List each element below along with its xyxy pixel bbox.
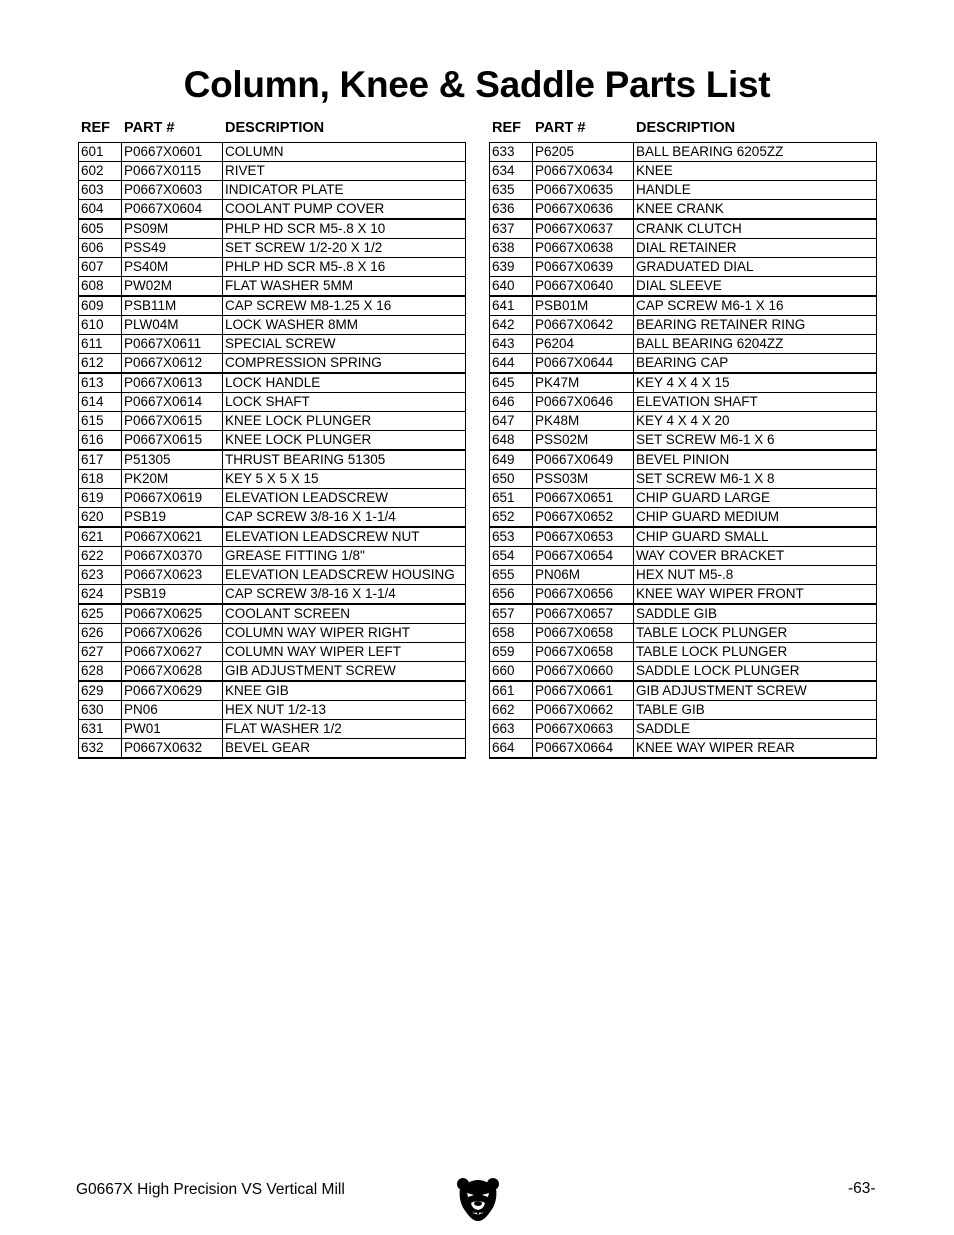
cell-part-number: P0667X0615 (122, 412, 223, 431)
grizzly-bear-logo-icon (456, 1176, 500, 1222)
table-row (79, 162, 466, 181)
table-row (490, 624, 877, 643)
cell-ref: 608 (79, 277, 122, 297)
cell-description: BEVEL PINION (634, 450, 877, 470)
parts-table-left (78, 142, 466, 759)
parts-list-left (78, 118, 466, 759)
table-row (490, 412, 877, 431)
cell-description: DIAL SLEEVE (634, 277, 877, 297)
cell-ref: 640 (490, 277, 533, 297)
cell-ref: 606 (79, 239, 122, 258)
cell-part-number: PSS02M (533, 431, 634, 451)
cell-ref: 626 (79, 624, 122, 643)
table-row (79, 547, 466, 566)
cell-description: KNEE LOCK PLUNGER (223, 412, 466, 431)
table-row (79, 354, 466, 374)
table-row (490, 547, 877, 566)
cell-description: CRANK CLUTCH (634, 219, 877, 239)
cell-description: COLUMN WAY WIPER LEFT (223, 643, 466, 662)
cell-part-number: PN06M (533, 566, 634, 585)
cell-ref: 615 (79, 412, 122, 431)
cell-part-number: PK20M (122, 470, 223, 489)
cell-ref: 655 (490, 566, 533, 585)
cell-description: KNEE LOCK PLUNGER (223, 431, 466, 451)
cell-part-number: PN06 (122, 701, 223, 720)
cell-part-number: P0667X0611 (122, 335, 223, 354)
cell-ref: 642 (490, 316, 533, 335)
cell-ref: 601 (79, 143, 122, 162)
cell-ref: 643 (490, 335, 533, 354)
table-row (490, 277, 877, 297)
table-row (490, 566, 877, 585)
cell-ref: 607 (79, 258, 122, 277)
cell-ref: 612 (79, 354, 122, 374)
cell-description: GIB ADJUSTMENT SCREW (223, 662, 466, 682)
table-row (490, 585, 877, 605)
cell-part-number: P0667X0628 (122, 662, 223, 682)
cell-part-number: PS40M (122, 258, 223, 277)
cell-part-number: P0667X0626 (122, 624, 223, 643)
cell-part-number: P0667X0646 (533, 393, 634, 412)
cell-description: PHLP HD SCR M5-.8 X 10 (223, 219, 466, 239)
table-row (490, 720, 877, 739)
cell-ref: 652 (490, 508, 533, 528)
cell-ref: 630 (79, 701, 122, 720)
cell-part-number: P0667X0612 (122, 354, 223, 374)
cell-description: SADDLE (634, 720, 877, 739)
cell-ref: 637 (490, 219, 533, 239)
cell-description: KEY 4 X 4 X 15 (634, 373, 877, 393)
cell-description: COOLANT SCREEN (223, 604, 466, 624)
cell-part-number: PSB19 (122, 508, 223, 528)
cell-ref: 611 (79, 335, 122, 354)
cell-part-number: PW02M (122, 277, 223, 297)
cell-ref: 663 (490, 720, 533, 739)
table-row (490, 219, 877, 239)
cell-part-number: P0667X0644 (533, 354, 634, 374)
header-description: DESCRIPTION (225, 120, 325, 136)
cell-ref: 602 (79, 162, 122, 181)
cell-ref: 618 (79, 470, 122, 489)
cell-ref: 636 (490, 200, 533, 220)
table-row (79, 566, 466, 585)
cell-description: DIAL RETAINER (634, 239, 877, 258)
cell-description: COMPRESSION SPRING (223, 354, 466, 374)
table-row (490, 162, 877, 181)
cell-description: GRADUATED DIAL (634, 258, 877, 277)
cell-part-number: PSS49 (122, 239, 223, 258)
cell-description: BALL BEARING 6205ZZ (634, 143, 877, 162)
cell-ref: 651 (490, 489, 533, 508)
cell-part-number: PK47M (533, 373, 634, 393)
table-row (490, 739, 877, 759)
cell-part-number: PLW04M (122, 316, 223, 335)
cell-ref: 635 (490, 181, 533, 200)
cell-description: COLUMN (223, 143, 466, 162)
cell-part-number: P0667X0629 (122, 681, 223, 701)
table-row (79, 316, 466, 335)
cell-description: TABLE LOCK PLUNGER (634, 624, 877, 643)
cell-ref: 662 (490, 701, 533, 720)
header-part: PART # (535, 120, 586, 136)
header-part: PART # (124, 120, 175, 136)
cell-description: BEARING CAP (634, 354, 877, 374)
table-row (79, 701, 466, 720)
table-row (79, 739, 466, 759)
table-row (490, 296, 877, 316)
cell-description: CAP SCREW 3/8-16 X 1-1/4 (223, 585, 466, 605)
cell-ref: 622 (79, 547, 122, 566)
cell-description: ELEVATION SHAFT (634, 393, 877, 412)
cell-ref: 654 (490, 547, 533, 566)
cell-description: WAY COVER BRACKET (634, 547, 877, 566)
cell-ref: 633 (490, 143, 533, 162)
cell-ref: 609 (79, 296, 122, 316)
cell-ref: 603 (79, 181, 122, 200)
cell-ref: 648 (490, 431, 533, 451)
table-row (79, 604, 466, 624)
cell-part-number: PW01 (122, 720, 223, 739)
cell-ref: 658 (490, 624, 533, 643)
table-row (490, 239, 877, 258)
cell-description: SADDLE GIB (634, 604, 877, 624)
footer-model-name: G0667X High Precision VS Vertical Mill (76, 1181, 345, 1198)
cell-description: COOLANT PUMP COVER (223, 200, 466, 220)
cell-description: LOCK HANDLE (223, 373, 466, 393)
cell-part-number: PSS03M (533, 470, 634, 489)
cell-description: CAP SCREW M8-1.25 X 16 (223, 296, 466, 316)
table-row (79, 662, 466, 682)
cell-ref: 613 (79, 373, 122, 393)
table-row (490, 470, 877, 489)
cell-part-number: P0667X0656 (533, 585, 634, 605)
cell-ref: 614 (79, 393, 122, 412)
table-row (490, 431, 877, 451)
cell-part-number: P0667X0640 (533, 277, 634, 297)
cell-part-number: P0667X0603 (122, 181, 223, 200)
header-ref: REF (492, 120, 521, 136)
cell-part-number: PSB11M (122, 296, 223, 316)
cell-part-number: P0667X0632 (122, 739, 223, 759)
cell-part-number: P0667X0654 (533, 547, 634, 566)
cell-description: KEY 5 X 5 X 15 (223, 470, 466, 489)
table-row (490, 354, 877, 374)
cell-part-number: P0667X0627 (122, 643, 223, 662)
cell-ref: 660 (490, 662, 533, 682)
cell-ref: 627 (79, 643, 122, 662)
cell-part-number: P0667X0619 (122, 489, 223, 508)
table-row (490, 200, 877, 220)
cell-description: BEARING RETAINER RING (634, 316, 877, 335)
cell-part-number: P0667X0652 (533, 508, 634, 528)
cell-part-number: P0667X0639 (533, 258, 634, 277)
table-row (490, 335, 877, 354)
parts-table-right (489, 142, 877, 759)
parts-list-right (489, 118, 877, 759)
cell-ref: 629 (79, 681, 122, 701)
cell-description: KNEE (634, 162, 877, 181)
table-row (79, 200, 466, 220)
column-headers (489, 118, 876, 142)
cell-part-number: P0667X0623 (122, 566, 223, 585)
cell-part-number: P0667X0637 (533, 219, 634, 239)
cell-description: FLAT WASHER 1/2 (223, 720, 466, 739)
cell-description: HANDLE (634, 181, 877, 200)
cell-description: KEY 4 X 4 X 20 (634, 412, 877, 431)
cell-part-number: P0667X0653 (533, 527, 634, 547)
table-row (79, 258, 466, 277)
cell-part-number: P0667X0115 (122, 162, 223, 181)
cell-description: CAP SCREW M6-1 X 16 (634, 296, 877, 316)
table-row (79, 681, 466, 701)
table-row (490, 508, 877, 528)
cell-ref: 625 (79, 604, 122, 624)
cell-part-number: P51305 (122, 450, 223, 470)
cell-description: HEX NUT 1/2-13 (223, 701, 466, 720)
cell-description: KNEE GIB (223, 681, 466, 701)
cell-ref: 661 (490, 681, 533, 701)
table-row (490, 316, 877, 335)
cell-ref: 664 (490, 739, 533, 759)
cell-ref: 649 (490, 450, 533, 470)
cell-part-number: P0667X0642 (533, 316, 634, 335)
table-row (490, 643, 877, 662)
cell-ref: 620 (79, 508, 122, 528)
cell-description: INDICATOR PLATE (223, 181, 466, 200)
cell-part-number: PK48M (533, 412, 634, 431)
cell-ref: 628 (79, 662, 122, 682)
cell-ref: 657 (490, 604, 533, 624)
cell-ref: 605 (79, 219, 122, 239)
cell-ref: 656 (490, 585, 533, 605)
cell-part-number: P6204 (533, 335, 634, 354)
cell-description: HEX NUT M5-.8 (634, 566, 877, 585)
cell-part-number: P0667X0634 (533, 162, 634, 181)
table-row (79, 296, 466, 316)
cell-part-number: PS09M (122, 219, 223, 239)
cell-ref: 623 (79, 566, 122, 585)
cell-part-number: P6205 (533, 143, 634, 162)
cell-description: KNEE WAY WIPER REAR (634, 739, 877, 759)
cell-ref: 653 (490, 527, 533, 547)
cell-ref: 631 (79, 720, 122, 739)
cell-description: FLAT WASHER 5MM (223, 277, 466, 297)
cell-ref: 641 (490, 296, 533, 316)
cell-part-number: P0667X0614 (122, 393, 223, 412)
page-title: Column, Knee & Saddle Parts List (183, 64, 771, 105)
cell-ref: 650 (490, 470, 533, 489)
cell-description: ELEVATION LEADSCREW NUT (223, 527, 466, 547)
table-row (79, 450, 466, 470)
cell-part-number: P0667X0604 (122, 200, 223, 220)
table-row (79, 527, 466, 547)
cell-description: LOCK SHAFT (223, 393, 466, 412)
cell-part-number: P0667X0625 (122, 604, 223, 624)
table-row (79, 624, 466, 643)
cell-ref: 619 (79, 489, 122, 508)
cell-ref: 621 (79, 527, 122, 547)
cell-description: GREASE FITTING 1/8" (223, 547, 466, 566)
cell-part-number: P0667X0370 (122, 547, 223, 566)
cell-part-number: PSB01M (533, 296, 634, 316)
table-row (490, 681, 877, 701)
table-row (79, 181, 466, 200)
table-row (79, 720, 466, 739)
table-row (79, 431, 466, 451)
cell-description: CHIP GUARD LARGE (634, 489, 877, 508)
cell-ref: 645 (490, 373, 533, 393)
table-row (79, 373, 466, 393)
table-row (490, 181, 877, 200)
cell-part-number: P0667X0621 (122, 527, 223, 547)
cell-ref: 616 (79, 431, 122, 451)
table-row (79, 508, 466, 528)
table-row (490, 143, 877, 162)
cell-description: KNEE CRANK (634, 200, 877, 220)
header-ref: REF (81, 120, 110, 136)
cell-part-number: P0667X0663 (533, 720, 634, 739)
cell-part-number: P0667X0657 (533, 604, 634, 624)
cell-description: TABLE LOCK PLUNGER (634, 643, 877, 662)
cell-description: BALL BEARING 6204ZZ (634, 335, 877, 354)
cell-description: SET SCREW M6-1 X 8 (634, 470, 877, 489)
cell-description: PHLP HD SCR M5-.8 X 16 (223, 258, 466, 277)
cell-part-number: P0667X0636 (533, 200, 634, 220)
cell-ref: 659 (490, 643, 533, 662)
cell-description: CHIP GUARD SMALL (634, 527, 877, 547)
cell-part-number: PSB19 (122, 585, 223, 605)
cell-ref: 632 (79, 739, 122, 759)
cell-ref: 647 (490, 412, 533, 431)
header-description: DESCRIPTION (636, 120, 736, 136)
cell-description: ELEVATION LEADSCREW (223, 489, 466, 508)
cell-part-number: P0667X0638 (533, 239, 634, 258)
cell-description: SPECIAL SCREW (223, 335, 466, 354)
table-row (490, 450, 877, 470)
cell-ref: 646 (490, 393, 533, 412)
table-row (79, 412, 466, 431)
cell-ref: 624 (79, 585, 122, 605)
table-row (490, 393, 877, 412)
cell-description: KNEE WAY WIPER FRONT (634, 585, 877, 605)
cell-description: CHIP GUARD MEDIUM (634, 508, 877, 528)
table-row (79, 335, 466, 354)
cell-part-number: P0667X0662 (533, 701, 634, 720)
cell-part-number: P0667X0615 (122, 431, 223, 451)
cell-part-number: P0667X0661 (533, 681, 634, 701)
cell-description: TABLE GIB (634, 701, 877, 720)
cell-description: BEVEL GEAR (223, 739, 466, 759)
page-number: -63- (848, 1180, 876, 1197)
cell-description: RIVET (223, 162, 466, 181)
table-row (490, 701, 877, 720)
table-row (490, 373, 877, 393)
cell-description: LOCK WASHER 8MM (223, 316, 466, 335)
cell-ref: 639 (490, 258, 533, 277)
cell-ref: 604 (79, 200, 122, 220)
table-row (79, 219, 466, 239)
cell-part-number: P0667X0601 (122, 143, 223, 162)
cell-description: THRUST BEARING 51305 (223, 450, 466, 470)
table-row (490, 604, 877, 624)
cell-part-number: P0667X0658 (533, 624, 634, 643)
cell-ref: 638 (490, 239, 533, 258)
cell-ref: 634 (490, 162, 533, 181)
column-headers (78, 118, 465, 142)
cell-ref: 610 (79, 316, 122, 335)
cell-description: SET SCREW 1/2-20 X 1/2 (223, 239, 466, 258)
cell-description: GIB ADJUSTMENT SCREW (634, 681, 877, 701)
table-row (79, 239, 466, 258)
cell-part-number: P0667X0658 (533, 643, 634, 662)
cell-description: SET SCREW M6-1 X 6 (634, 431, 877, 451)
table-row (79, 143, 466, 162)
cell-part-number: P0667X0649 (533, 450, 634, 470)
table-row (79, 585, 466, 605)
table-row (79, 470, 466, 489)
cell-part-number: P0667X0651 (533, 489, 634, 508)
table-row (490, 489, 877, 508)
cell-part-number: P0667X0660 (533, 662, 634, 682)
cell-ref: 617 (79, 450, 122, 470)
cell-description: ELEVATION LEADSCREW HOUSING (223, 566, 466, 585)
table-row (490, 258, 877, 277)
table-row (79, 643, 466, 662)
table-row (490, 527, 877, 547)
cell-description: CAP SCREW 3/8-16 X 1-1/4 (223, 508, 466, 528)
table-row (79, 393, 466, 412)
cell-description: SADDLE LOCK PLUNGER (634, 662, 877, 682)
cell-part-number: P0667X0613 (122, 373, 223, 393)
table-row (79, 277, 466, 297)
cell-part-number: P0667X0635 (533, 181, 634, 200)
table-row (79, 489, 466, 508)
cell-description: COLUMN WAY WIPER RIGHT (223, 624, 466, 643)
table-row (490, 662, 877, 682)
cell-ref: 644 (490, 354, 533, 374)
cell-part-number: P0667X0664 (533, 739, 634, 759)
